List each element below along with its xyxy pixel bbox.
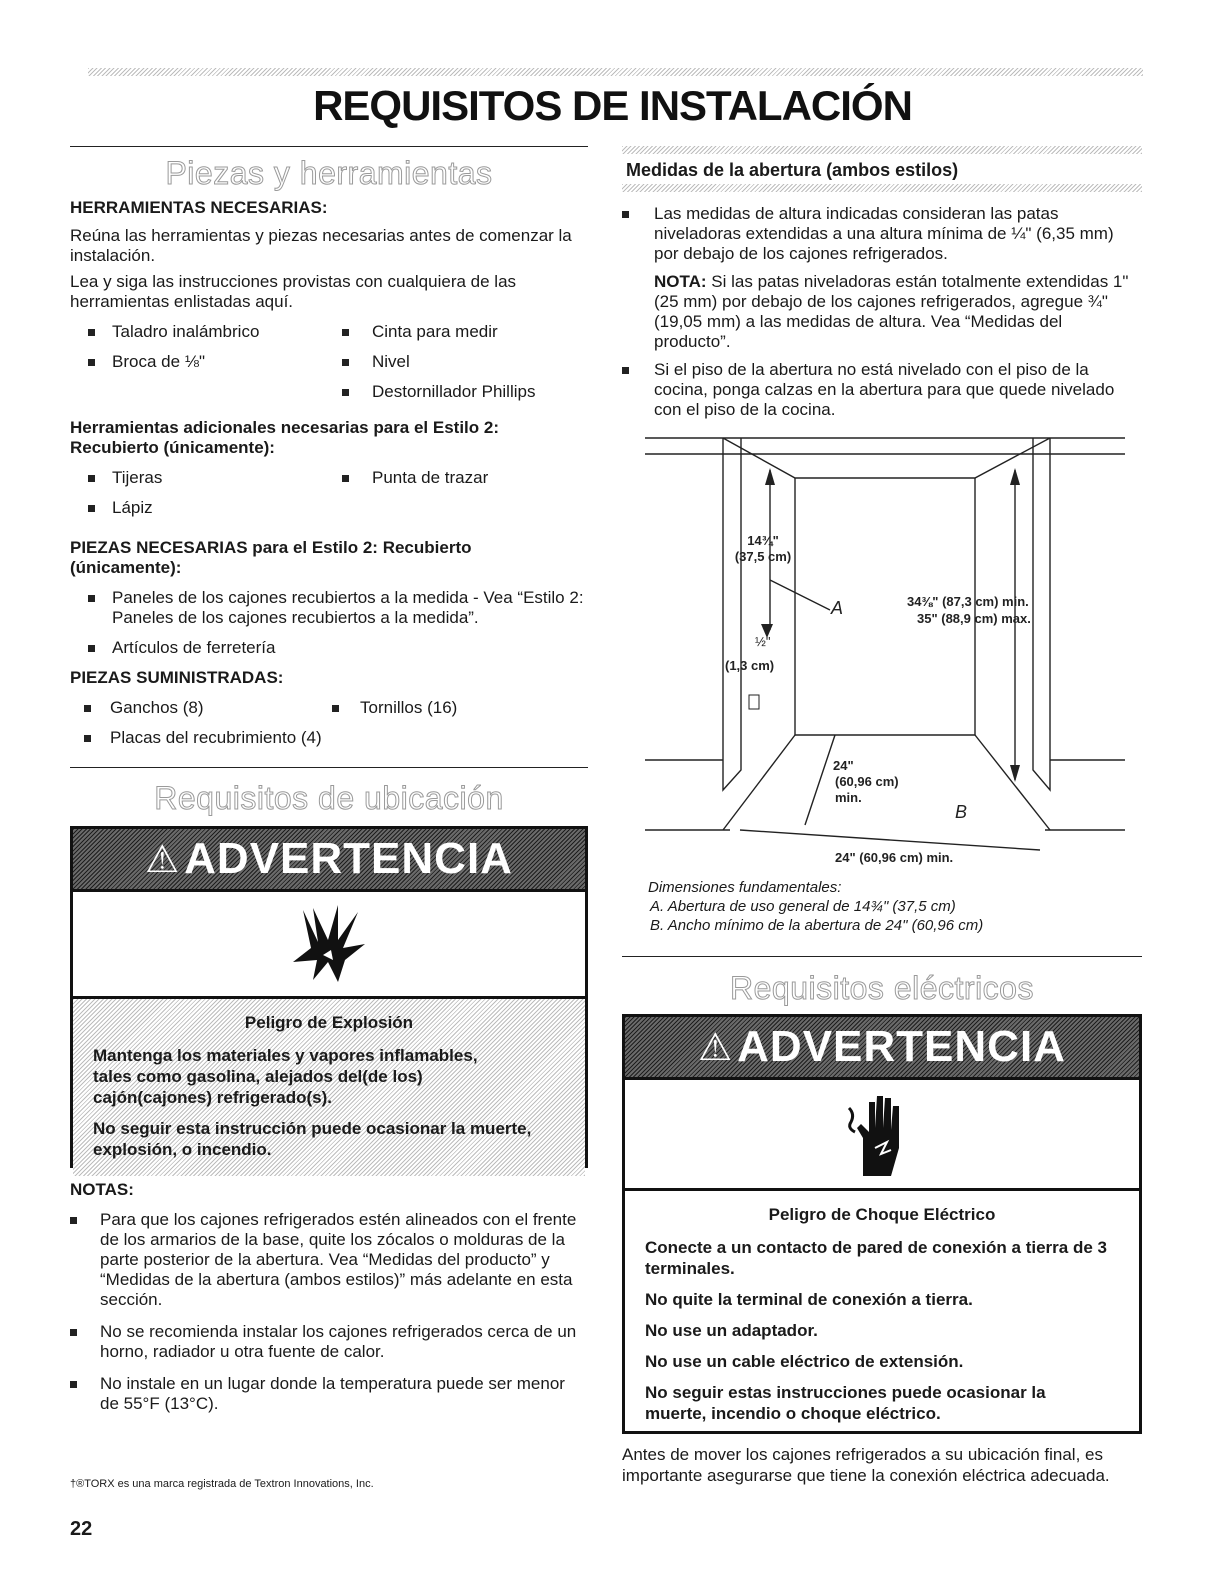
tools-heading: HERRAMIENTAS NECESARIAS: <box>70 198 328 217</box>
caption-title: Dimensiones fundamentales: <box>648 879 842 896</box>
parts-needed-heading: PIEZAS NECESARIAS para el Estilo 2: Recubierto (únicamente): <box>70 538 472 577</box>
parts-needed-list <box>70 588 588 658</box>
footnote: †®TORX es una marca registrada de Textron Innovations, Inc. <box>70 1478 374 1490</box>
section-hatch-bar <box>622 184 1142 192</box>
section-divider <box>70 767 588 768</box>
opening-dimensions-diagram <box>645 430 1145 870</box>
warning-triangle-icon: ⚠ <box>698 1026 734 1069</box>
warning-line: No seguir estas instrucciones puede ocasionar la muerte, incendio o choque eléctrico. <box>645 1383 1046 1423</box>
list-item: Paneles de los cajones recubiertos a la medida - Vea “Estilo 2: Paneles de los cajones recubiertos a la medida”. <box>70 588 588 628</box>
section-divider <box>70 146 588 147</box>
page-title: REQUISITOS DE INSTALACIÓN <box>313 82 912 129</box>
warning-line: Conecte a un contacto de pared de conexión a tierra de 3 terminales. <box>645 1238 1107 1278</box>
list-item: Si el piso de la abertura no está nivelado con el piso de la cocina, ponga calzas en la abertura para que quede nivelado con el piso de la cocina. <box>622 360 1142 420</box>
warning-line: No quite la terminal de conexión a tierra. <box>645 1290 973 1309</box>
list-item: Las medidas de altura indicadas consideran las patas niveladoras extendidas a una altura mínima de ¼" (6,35 mm) por debajo de los cajones refrigerados. <box>622 204 1142 264</box>
height-max: 35" (88,9 cm) max. <box>917 611 1031 626</box>
intro-paragraph-2: Lea y siga las instrucciones provistas con cualquiera de las herramientas enlistadas aquí. <box>70 272 517 311</box>
extra-tools-list <box>70 468 588 528</box>
depth-inches: 24" <box>833 758 854 773</box>
top-hatched-bar <box>88 68 1143 76</box>
warning-hazard-title: Peligro de Choque Eléctrico <box>768 1205 996 1224</box>
dim-half-cm: (1,3 cm) <box>725 658 775 673</box>
closing-paragraph: Antes de mover los cajones refrigerados a su ubicación final, es importante asegurarse que tiene la conexión eléctrica adecuada. <box>622 1445 1110 1485</box>
warning-line: No use un adaptador. <box>645 1321 818 1340</box>
height-min: 34⅜" (87,3 cm) min. <box>907 594 1029 609</box>
width-dimension: 24" (60,96 cm) min. <box>835 850 954 865</box>
section-divider <box>622 956 1142 957</box>
outlet-icon <box>749 695 759 709</box>
page-number: 22 <box>70 1518 93 1540</box>
section-hatch-bar <box>622 146 1142 154</box>
note-paragraph: NOTA: Si las patas niveladoras están totalmente extendidas 1" (25 mm) por debajo de los cajones refrigerados, agregue ¾" (19,05 mm) a las medidas de altura. Vea “Medidas del producto”. <box>654 272 1129 351</box>
opening-heading: Medidas de la abertura (ambos estilos) <box>626 160 959 180</box>
list-item: Lápiz <box>70 498 332 518</box>
depth-cm: (60,96 cm) <box>835 774 899 789</box>
intro-paragraph-1: Reúna las herramientas y piezas necesarias antes de comenzar la instalación. <box>70 226 572 265</box>
list-item: Artículos de ferretería <box>70 638 588 658</box>
list-item: Nivel <box>332 352 535 372</box>
warning-line: No use un cable eléctrico de extensión. <box>645 1352 964 1371</box>
section-title-location: Requisitos de ubicación <box>154 780 504 816</box>
list-item: No se recomienda instalar los cajones refrigerados cerca de un horno, radiador u otra fuente de calor. <box>70 1322 586 1362</box>
notes-heading: NOTAS: <box>70 1180 134 1199</box>
list-item: Placas del recubrimiento (4) <box>70 728 328 748</box>
warning-icon-area <box>73 889 585 999</box>
dim-half-inch: ½" <box>755 634 771 649</box>
warning-header: ⚠ ADVERTENCIA <box>73 829 585 889</box>
explosion-warning-box <box>70 826 588 1168</box>
label-a: A <box>831 598 844 618</box>
warning-body <box>73 999 585 1176</box>
list-item: Destornillador Phillips <box>332 382 535 402</box>
caption-b: B. Ancho mínimo de la abertura de 24" (60,96 cm) <box>650 917 984 934</box>
list-item: Tijeras <box>70 468 332 488</box>
section-title-electrical: Requisitos eléctricos <box>730 970 1034 1006</box>
right-column <box>622 146 1142 420</box>
parts-supplied-heading: PIEZAS SUMINISTRADAS: <box>70 668 284 687</box>
list-item: Punta de trazar <box>332 468 488 488</box>
list-item: Ganchos (8) <box>70 698 328 718</box>
depth-min: min. <box>835 790 862 805</box>
dim-a-inches: 14¾" <box>747 533 779 548</box>
explosion-icon <box>283 900 373 990</box>
extra-tools-heading: Herramientas adicionales necesarias para el Estilo 2: Recubierto (únicamente): <box>70 418 499 457</box>
tools-list <box>70 322 588 412</box>
warning-hazard-title: Peligro de Explosión <box>244 1013 414 1032</box>
shock-warning-box <box>622 1014 1142 1434</box>
warning-header: ⚠ ADVERTENCIA <box>625 1017 1139 1077</box>
parts-supplied-list <box>70 698 588 758</box>
left-column <box>70 146 588 758</box>
list-item: Broca de ⅛" <box>70 352 332 372</box>
notes-section <box>70 1180 586 1414</box>
label-b: B <box>955 802 968 822</box>
list-item: Taladro inalámbrico <box>70 322 332 342</box>
dim-a-cm: (37,5 cm) <box>734 549 792 564</box>
list-item: Para que los cajones refrigerados estén alineados con el frente de los armarios de la base, quite los zócalos o molduras de la parte posterior de la abertura. Vea “Medidas del producto” y “Medidas de la abertura (ambos estilos)” más adelante en esta sección. <box>70 1210 586 1310</box>
diagram-caption <box>648 878 1148 935</box>
electric-shock-hand-icon <box>845 1088 915 1178</box>
list-item: Tornillos (16) <box>328 698 457 718</box>
caption-a: A. Abertura de uso general de 14¾" (37,5 cm) <box>650 898 956 915</box>
warning-body <box>625 1191 1139 1444</box>
warning-icon-area <box>625 1077 1139 1191</box>
list-item: Cinta para medir <box>332 322 535 342</box>
list-item: No instale en un lugar donde la temperatura puede ser menor de 55°F (13°C). <box>70 1374 586 1414</box>
warning-line: Mantenga los materiales y vapores inflamables, tales como gasolina, alejados del(de los) cajón(cajones) refrigerado(s). <box>93 1046 478 1107</box>
section-title-parts-tools: Piezas y herramientas <box>165 155 493 191</box>
warning-triangle-icon: ⚠ <box>145 838 181 881</box>
warning-line: No seguir esta instrucción puede ocasionar la muerte, explosión, o incendio. <box>93 1119 532 1159</box>
